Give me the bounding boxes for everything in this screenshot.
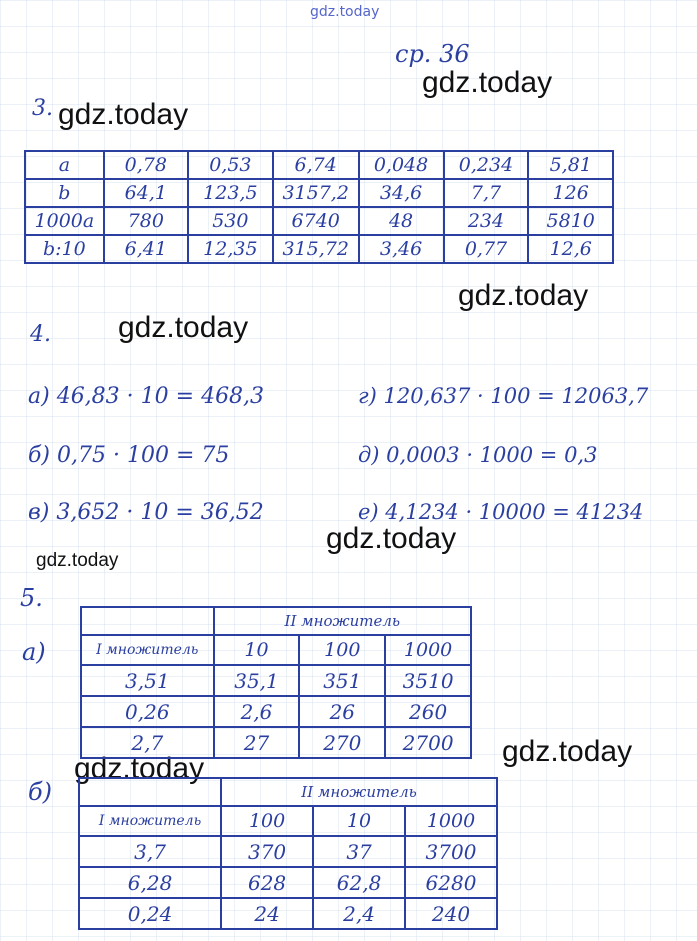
task3-cell: 12,35: [188, 235, 273, 263]
task4-item-g: г) 120,637 · 100 = 12063,7: [358, 384, 649, 408]
task3-cell: 0,048: [359, 151, 444, 179]
product-cell: 62,8: [313, 867, 405, 898]
table-row: [79, 867, 497, 898]
task3-cell: 7,7: [444, 179, 529, 207]
task3-cell: 315,72: [273, 235, 359, 263]
column-header: 1000: [405, 806, 497, 836]
task3-table: [24, 150, 614, 264]
task3-row-header: 1000a: [25, 207, 104, 235]
first-factor-cell: 2,7: [81, 727, 214, 758]
task3-cell: 6740: [273, 207, 359, 235]
task3-cell: 0,53: [188, 151, 273, 179]
header-first-factor: I множитель: [81, 635, 214, 665]
header-second-factor: II множитель: [214, 607, 471, 635]
task3-row-header: b:10: [25, 235, 104, 263]
product-cell: 2700: [385, 727, 471, 758]
task3-cell: 126: [528, 179, 613, 207]
table-corner: [79, 778, 221, 806]
first-factor-cell: 3,7: [79, 836, 221, 867]
task3-cell: 3157,2: [273, 179, 359, 207]
task3-cell: 12,6: [528, 235, 613, 263]
task3-cell: 48: [359, 207, 444, 235]
column-header: 10: [313, 806, 405, 836]
product-cell: 37: [313, 836, 405, 867]
product-cell: 3700: [405, 836, 497, 867]
watermark: gdz.today: [502, 735, 633, 768]
column-header: 1000: [385, 635, 471, 665]
task3-number: 3.: [32, 96, 53, 121]
task5a-table: [80, 606, 472, 759]
watermark: gdz.today: [74, 752, 205, 785]
product-cell: 6280: [405, 867, 497, 898]
task4-item-a: а) 46,83 · 10 = 468,3: [28, 384, 265, 409]
task3-cell: 123,5: [188, 179, 273, 207]
task5b-label: б): [28, 778, 53, 806]
task3-cell: 0,77: [444, 235, 529, 263]
table-row: [81, 665, 471, 696]
task3-cell: 3,46: [359, 235, 444, 263]
watermark: gdz.today: [118, 311, 249, 344]
task3-row-header: b: [25, 179, 104, 207]
product-cell: 2,4: [313, 898, 405, 929]
task3-cell: 64,1: [104, 179, 188, 207]
task3-row: [25, 151, 613, 179]
task3-row: [25, 235, 613, 263]
task5b-table: [78, 777, 498, 930]
table-row: [79, 836, 497, 867]
first-factor-cell: 6,28: [79, 867, 221, 898]
watermark: gdz.today: [422, 66, 553, 99]
task5-number: 5.: [20, 584, 43, 612]
product-cell: 24: [221, 898, 313, 929]
first-factor-cell: 3,51: [81, 665, 214, 696]
watermark: gdz.today: [458, 279, 589, 312]
task3-row-header: a: [25, 151, 104, 179]
header-first-factor: I множитель: [79, 806, 221, 836]
task3-row: [25, 179, 613, 207]
table-row: [79, 898, 497, 929]
task3-row: [25, 207, 613, 235]
product-cell: 370: [221, 836, 313, 867]
table-corner: [81, 607, 214, 635]
product-cell: 260: [385, 696, 471, 727]
product-cell: 628: [221, 867, 313, 898]
product-cell: 2,6: [214, 696, 300, 727]
watermark: gdz.today: [58, 98, 189, 131]
top-watermark: gdz.today: [310, 4, 380, 20]
watermark: gdz.today: [326, 522, 457, 555]
task3-cell: 780: [104, 207, 188, 235]
product-cell: 27: [214, 727, 300, 758]
task3-cell: 34,6: [359, 179, 444, 207]
product-cell: 351: [299, 665, 385, 696]
task3-cell: 234: [444, 207, 529, 235]
product-cell: 270: [299, 727, 385, 758]
task3-cell: 5810: [528, 207, 613, 235]
product-cell: 26: [299, 696, 385, 727]
first-factor-cell: 0,26: [81, 696, 214, 727]
task4-item-e: е) 4,1234 · 10000 = 41234: [358, 500, 644, 524]
column-header: 10: [214, 635, 300, 665]
task4-item-v: в) 3,652 · 10 = 36,52: [28, 500, 264, 525]
task3-cell: 0,234: [444, 151, 529, 179]
table-row: [81, 727, 471, 758]
task3-cell: 5,81: [528, 151, 613, 179]
task4-item-b: б) 0,75 · 100 = 75: [28, 443, 230, 468]
task3-cell: 0,78: [104, 151, 188, 179]
table-row: [81, 696, 471, 727]
task5a-label: а): [22, 638, 46, 666]
column-header: 100: [299, 635, 385, 665]
header-second-factor: II множитель: [221, 778, 497, 806]
task3-cell: 530: [188, 207, 273, 235]
watermark: gdz.today: [36, 550, 119, 571]
column-header: 100: [221, 806, 313, 836]
page-reference: ср. 36: [395, 40, 470, 68]
product-cell: 35,1: [214, 665, 300, 696]
task4-item-d: д) 0,0003 · 1000 = 0,3: [358, 443, 598, 467]
product-cell: 3510: [385, 665, 471, 696]
first-factor-cell: 0,24: [79, 898, 221, 929]
task3-cell: 6,41: [104, 235, 188, 263]
task4-number: 4.: [30, 322, 51, 347]
task3-cell: 6,74: [273, 151, 359, 179]
product-cell: 240: [405, 898, 497, 929]
